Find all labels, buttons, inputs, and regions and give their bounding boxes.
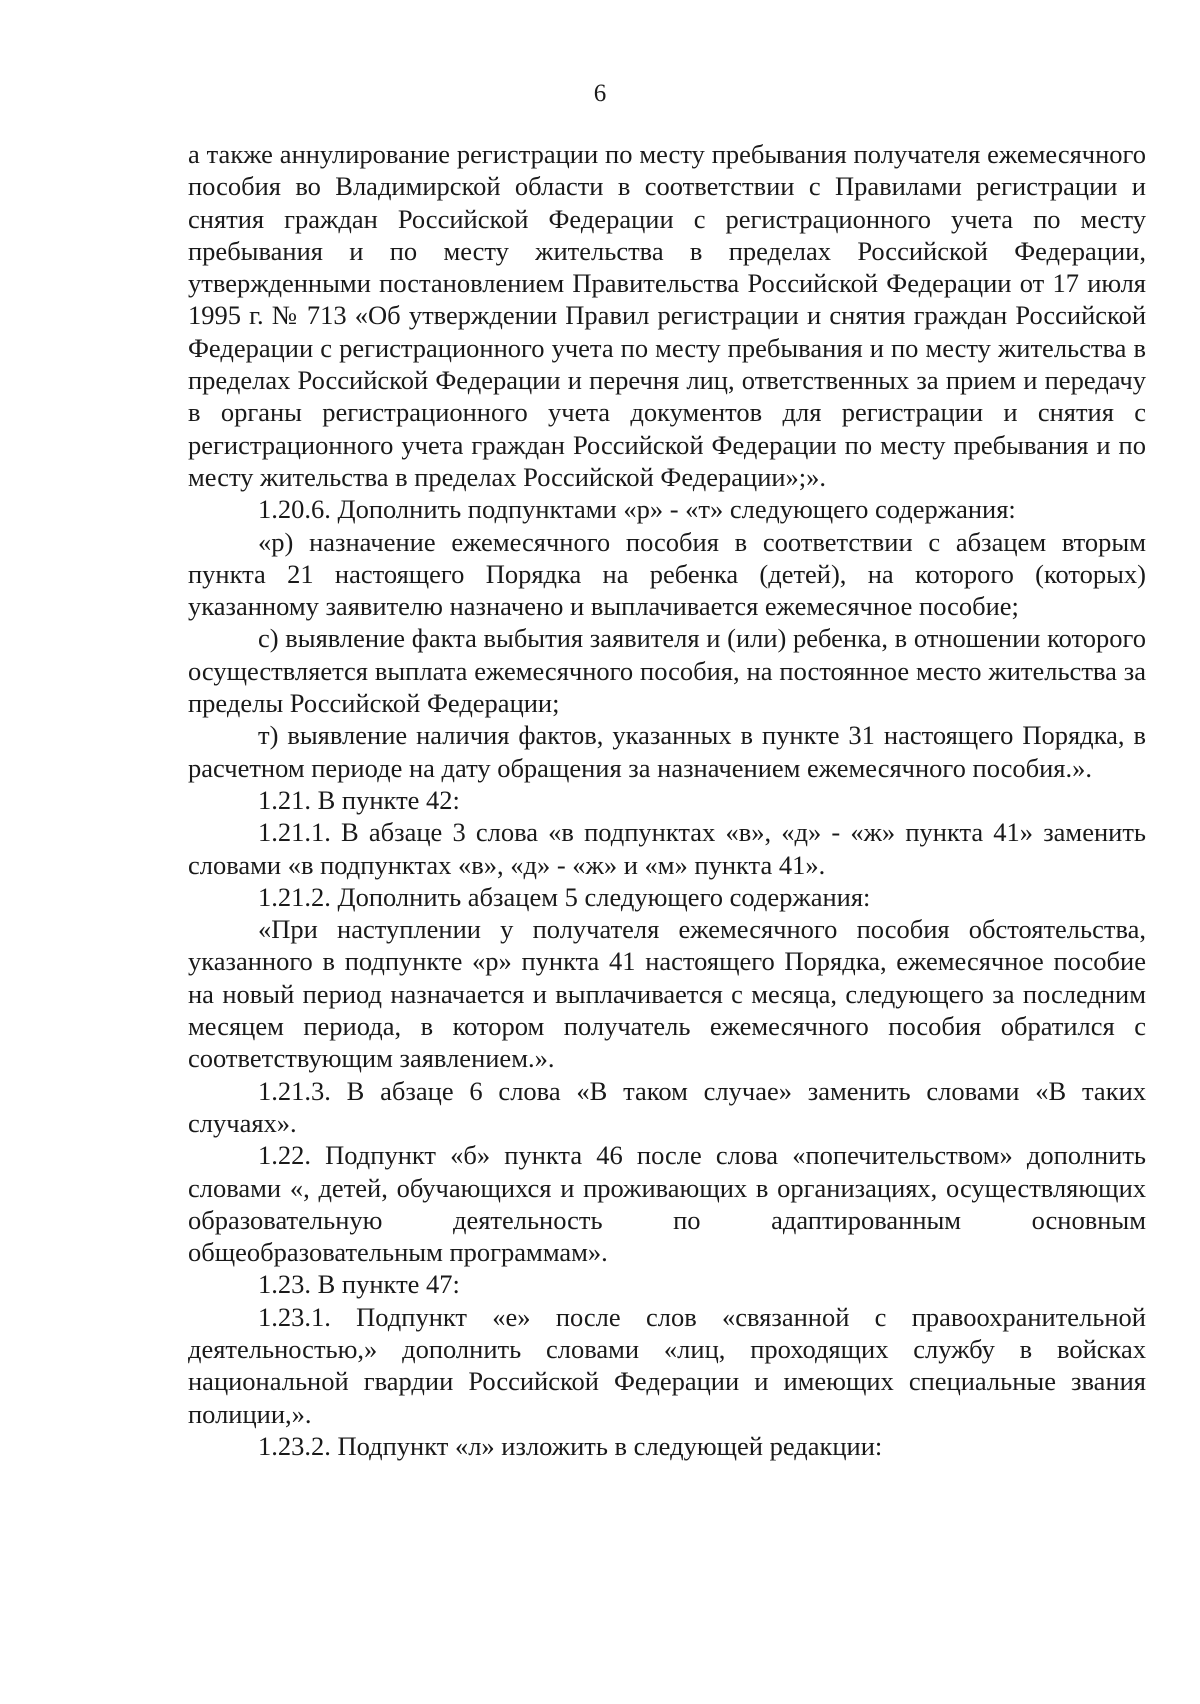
paragraph: с) выявление факта выбытия заявителя и (или) ребенка, в отношении которого осуществляется выплата ежемесячного пособия, на постоянное место жительства за пределы Российской Федерации; xyxy=(188,623,1146,719)
paragraph: 1.21. В пункте 42: xyxy=(258,784,460,815)
paragraph: т) выявление наличия фактов, указанных в пункте 31 настоящего Порядка, в расчетном периоде на дату обращения за назначением ежемесячного пособия.». xyxy=(188,720,1146,783)
paragraph: 1.21.1. В абзаце 3 слова «в подпунктах «в», «д» - «ж» пункта 41» заменить словами «в подпунктах «в», «д» - «ж» и «м» пункта 41». xyxy=(188,817,1146,880)
paragraph: 1.21.2. Дополнить абзацем 5 следующего содержания: xyxy=(258,881,871,912)
paragraph: 1.20.6. Дополнить подпунктами «р» - «т» следующего содержания: xyxy=(258,494,1016,525)
page-number: 6 xyxy=(593,80,607,107)
document-body xyxy=(188,138,1146,1462)
paragraph: а также аннулирование регистрации по месту пребывания получателя ежемесячного пособия во Владимирской области в соответствии с Правилами регистрации и снятия граждан Российской Федерации с регистрационного учета по месту пребывания и по месту жительства в пределах Российской Федерации, утвержденными постановлением Правительства Российской Федерации от 17 июля 1995 г. № 713 «Об утверждении Правил регистрации и снятия граждан Российской Федерации с регистрационного учета по месту пребывания и по месту жительства в пределах Российской Федерации и перечня лиц, ответственных за прием и передачу в органы регистрационного учета документов для регистрации и снятия с регистрационного учета граждан Российской Федерации по месту пребывания и по месту жительства в пределах Российской Федерации»;». xyxy=(188,139,1146,492)
paragraph: 1.23.1. Подпункт «е» после слов «связанной с правоохранительной деятельностью,» дополнить словами «лиц, проходящих службу в войсках национальной гвардии Российской Федерации и имеющих специальные звания полиции,». xyxy=(188,1301,1146,1429)
paragraph: «р) назначение ежемесячного пособия в соответствии с абзацем вторым пункта 21 настоящего Порядка на ребенка (детей), на которого (которых) указанному заявителю назначено и выплачивается ежемесячное пособие; xyxy=(188,526,1146,622)
paragraph: 1.21.3. В абзаце 6 слова «В таком случае» заменить словами «В таких случаях». xyxy=(188,1075,1146,1138)
paragraph: «При наступлении у получателя ежемесячного пособия обстоятельства, указанного в подпункте «р» пункта 41 настоящего Порядка, ежемесячное пособие на новый период назначается и выплачивается с месяца, следующего за последним месяцем периода, в котором получатель ежемесячного пособия обратился с соответствующим заявлением.». xyxy=(188,914,1146,1074)
paragraph: 1.22. Подпункт «б» пункта 46 после слова «попечительством» дополнить словами «, детей, обучающихся и проживающих в организациях, осуществляющих образовательную деятельность по адаптированным основным общеобразовательным программам». xyxy=(188,1140,1146,1268)
paragraph: 1.23. В пункте 47: xyxy=(258,1269,460,1300)
paragraph: 1.23.2. Подпункт «л» изложить в следующей редакции: xyxy=(258,1430,883,1461)
